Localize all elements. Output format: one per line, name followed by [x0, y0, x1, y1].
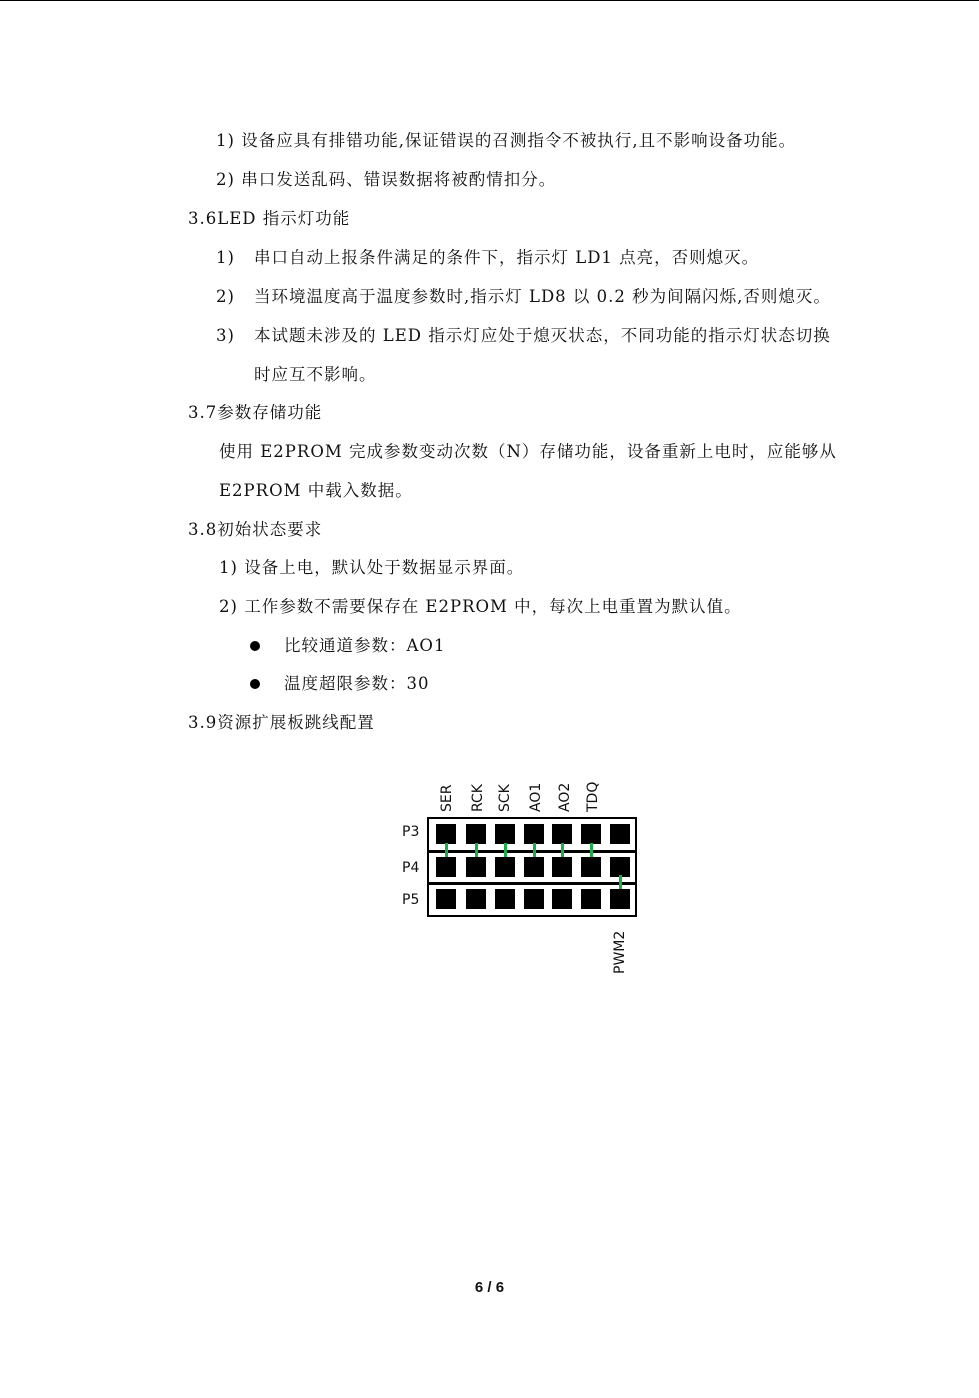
- section-heading-3-6: 3.6LED 指示灯功能: [188, 209, 351, 228]
- jumper-pwm2: [619, 875, 622, 889]
- pin: [610, 824, 630, 844]
- column-label-ao2: AO2: [557, 782, 573, 812]
- list-text: 设备应具有排错功能,保证错误的召测指令不被执行,且不影响设备功能。: [241, 131, 797, 150]
- list-text: 串口发送乱码、错误数据将被酌情扣分。: [241, 170, 557, 189]
- pin: [581, 857, 601, 877]
- row-label-p5: P5: [402, 892, 420, 908]
- column-label-ao1: AO1: [528, 782, 544, 812]
- pin: [495, 857, 515, 877]
- row-label-p4: P4: [402, 860, 420, 876]
- list-text: 当环境温度高于温度参数时,指示灯 LD8 以 0.2 秒为间隔闪烁,否则熄灭。: [254, 287, 831, 306]
- pin: [524, 857, 544, 877]
- jumper-ao2: [561, 843, 564, 857]
- list-number: 1): [216, 248, 235, 267]
- list-number: 1): [216, 131, 235, 150]
- pin: [581, 824, 601, 844]
- list-text: 本试题未涉及的 LED 指示灯应处于熄灭状态，不同功能的指示灯状态切换: [254, 326, 831, 345]
- pin: [436, 889, 456, 909]
- section-heading-3-7: 3.7参数存储功能: [188, 403, 323, 422]
- list-text: 串口自动上报条件满足的条件下，指示灯 LD1 点亮，否则熄灭。: [254, 248, 760, 267]
- row-divider: [427, 850, 637, 853]
- jumper-diagram: [390, 770, 650, 980]
- bullet-icon: [250, 679, 260, 689]
- list-text: 设备上电，默认处于数据显示界面。: [244, 558, 525, 577]
- row-divider: [427, 882, 637, 885]
- list-item: [219, 596, 742, 618]
- pin: [552, 857, 572, 877]
- paragraph-line: 使用 E2PROM 完成参数变动次数（N）存储功能，设备重新上电时，应能够从: [219, 442, 837, 461]
- list-number: 2): [219, 597, 238, 616]
- pin: [436, 857, 456, 877]
- pin: [552, 824, 572, 844]
- pin: [495, 889, 515, 909]
- page-top-border: [0, 0, 979, 1]
- bullet-item: 温度超限参数：30: [284, 674, 430, 693]
- pin: [466, 824, 486, 844]
- list-item: [219, 557, 524, 579]
- column-label-rck: RCK: [470, 784, 486, 812]
- list-item: [216, 247, 759, 269]
- column-label-ser: SER: [439, 784, 455, 812]
- list-text: 工作参数不需要保存在 E2PROM 中，每次上电重置为默认值。: [244, 597, 742, 616]
- list-item-continuation: 时应互不影响。: [254, 365, 377, 384]
- pin: [466, 889, 486, 909]
- list-item: [216, 130, 796, 152]
- list-number: 1): [219, 558, 238, 577]
- pin: [436, 824, 456, 844]
- column-label-tdq: TDQ: [585, 781, 601, 812]
- list-number: 2): [216, 287, 235, 306]
- jumper-tdq: [590, 843, 593, 857]
- pin: [466, 857, 486, 877]
- jumper-ser: [445, 843, 448, 857]
- pin: [524, 889, 544, 909]
- page-number: 6 / 6: [474, 1279, 505, 1296]
- jumper-rck: [475, 843, 478, 857]
- pin: [552, 889, 572, 909]
- pin: [610, 857, 630, 877]
- pin: [524, 824, 544, 844]
- bullet-icon: [250, 641, 260, 651]
- pin: [495, 824, 515, 844]
- section-heading-3-8: 3.8初始状态要求: [188, 520, 323, 539]
- pin: [610, 889, 630, 909]
- list-item: [216, 286, 831, 308]
- row-label-p3: P3: [402, 824, 420, 840]
- list-item: [216, 169, 556, 191]
- paragraph-line: E2PROM 中载入数据。: [219, 481, 413, 500]
- jumper-ao1: [533, 843, 536, 857]
- section-heading-3-9: 3.9资源扩展板跳线配置: [188, 713, 375, 732]
- list-number: 2): [216, 170, 235, 189]
- list-item: [216, 325, 831, 347]
- jumper-sck: [504, 843, 507, 857]
- pin: [581, 889, 601, 909]
- column-label-pwm2: PWM2: [612, 930, 628, 974]
- list-number: 3): [216, 326, 235, 345]
- bullet-item: 比较通道参数：AO1: [284, 636, 446, 655]
- column-label-sck: SCK: [497, 784, 513, 812]
